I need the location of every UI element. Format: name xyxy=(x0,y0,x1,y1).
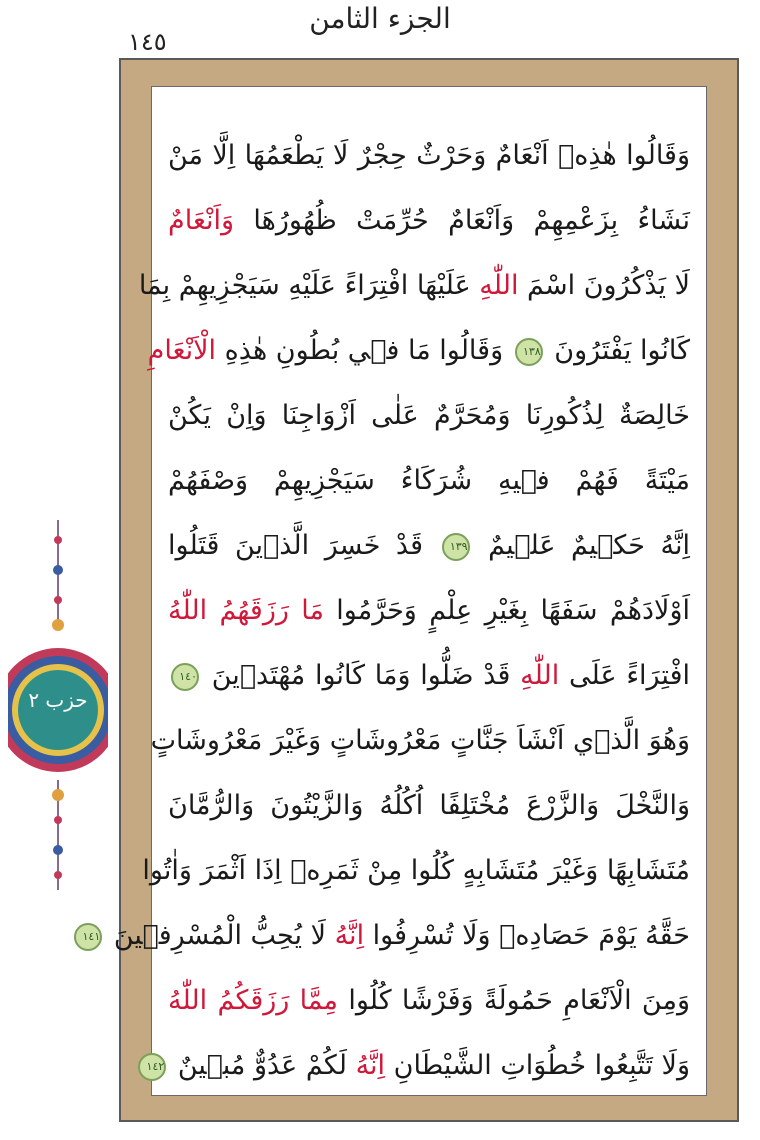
divine-name-text: اِنَّهُ xyxy=(334,920,365,951)
verse-line xyxy=(142,838,690,903)
verse-text: وَلَا تَتَّبِعُوا خُطُوَاتِ الشَّيْطَانِ xyxy=(385,1050,690,1081)
verse-line xyxy=(82,903,690,968)
page-number: ١٤٥ xyxy=(128,28,167,56)
ayah-number-marker: ١٤١ xyxy=(74,923,102,951)
verse-text: وَقَالُوا مَا فٖي بُطُونِ هٰذِهِ xyxy=(216,335,512,366)
verse-line xyxy=(168,968,690,1033)
verse-text: قَدْ خَسِرَ الَّذٖينَ قَتَلُوا xyxy=(168,530,439,561)
ayah-number-marker: ١٣٩ xyxy=(442,533,470,561)
verse-text: وَقَالُوا هٰذِهٖ اَنْعَامٌ وَحَرْثٌ حِجْرٌ لَا يَطْعَمُهَا اِلَّا مَنْ xyxy=(168,140,690,171)
divine-name-text: مِمَّا رَزَقَكُمُ اللّٰهُ xyxy=(168,985,338,1016)
verse-text: اَوْلَادَهُمْ سَفَهًا بِغَيْرِ عِلْمٍ وَحَرَّمُوا xyxy=(323,595,690,626)
divine-name-text: اللّٰهِ xyxy=(520,660,560,691)
verse-text: وَالنَّخْلَ وَالزَّرْعَ مُخْتَلِفًا اُكُلُهُ وَالزَّيْتُونَ وَالرُّمَّانَ xyxy=(168,790,690,821)
verse-line xyxy=(168,448,690,513)
divine-name-text: اِنَّهُ xyxy=(355,1050,386,1081)
verse-text: نَشَاءُ بِزَعْمِهِمْ وَاَنْعَامٌ حُرِّمَتْ ظُهُورُهَا xyxy=(234,205,690,236)
verse-line xyxy=(147,318,690,383)
hizb-label: حزب ٢ xyxy=(28,688,88,712)
verse-lines xyxy=(82,123,691,1098)
verse-text: حَقَّهُ يَوْمَ حَصَادِهٖ وَلَا تُسْرِفُوا xyxy=(364,920,690,951)
verse-text: افْتِرَاءً عَلَى xyxy=(559,660,690,691)
page-frame xyxy=(82,58,739,1122)
verse-text: مَيْتَةً فَهُمْ فٖيهِ شُرَكَاءُ سَيَجْزِيهِمْ وَصْفَهُمْ xyxy=(168,465,690,496)
verse-text: قَدْ ضَلُّوا وَمَا كَانُوا مُهْتَدٖينَ xyxy=(202,660,521,691)
verse-line xyxy=(168,383,690,448)
ayah-number-marker: ١٤٢ xyxy=(138,1053,166,1081)
text-area xyxy=(82,86,707,1096)
verse-text: لَا يُحِبُّ الْمُسْرِفٖينَ xyxy=(105,920,335,951)
verse-text: وَهُوَ الَّذٖي اَنْشَاَ جَنَّاتٍ مَعْرُوشَاتٍ وَغَيْرَ مَعْرُوشَاتٍ xyxy=(150,725,690,756)
verse-line xyxy=(168,513,690,578)
verse-line xyxy=(168,188,690,253)
divine-name-text: اللّٰهِ xyxy=(479,270,519,301)
verse-line xyxy=(146,1033,690,1098)
verse-line xyxy=(168,578,690,643)
verse-text: لَا يَذْكُرُونَ اسْمَ xyxy=(518,270,690,301)
divine-name-text: وَاَنْعَامٌ xyxy=(168,205,235,236)
verse-line xyxy=(150,708,690,773)
verse-line xyxy=(168,773,690,838)
divine-name-text: مَا رَزَقَهُمُ اللّٰهُ xyxy=(168,595,324,626)
juz-title: الجزء الثامن xyxy=(309,2,451,35)
ayah-number-marker: ١٣٨ xyxy=(515,338,543,366)
ayah-number-marker: ١٤٠ xyxy=(171,663,199,691)
verse-text: اِنَّهُ حَكٖيمٌ عَلٖيمٌ xyxy=(472,530,691,561)
verse-text: عَلَيْهَا افْتِرَاءً عَلَيْهِ سَيَجْزِيهِمْ بِمَا xyxy=(138,270,480,301)
divine-name-text: الْاَنْعَامِ xyxy=(147,335,217,366)
verse-text: كَانُوا يَفْتَرُونَ xyxy=(545,335,690,366)
verse-line xyxy=(138,253,690,318)
verse-line xyxy=(168,123,690,188)
verse-text: لَكُمْ عَدُوٌّ مُبٖينٌ xyxy=(169,1050,356,1081)
verse-text: وَمِنَ الْاَنْعَامِ حَمُولَةً وَفَرْشًا كُلُوا xyxy=(337,985,690,1016)
verse-text: مُتَشَابِهًا وَغَيْرَ مُتَشَابِهٍ كُلُوا مِنْ ثَمَرِهٖ اِذَا اَثْمَرَ وَاٰتُوا xyxy=(142,855,690,886)
verse-line xyxy=(168,643,690,708)
verse-text: خَالِصَةٌ لِذُكُورِنَا وَمُحَرَّمٌ عَلٰى اَزْوَاجِنَا وَاِنْ يَكُنْ xyxy=(168,400,690,431)
